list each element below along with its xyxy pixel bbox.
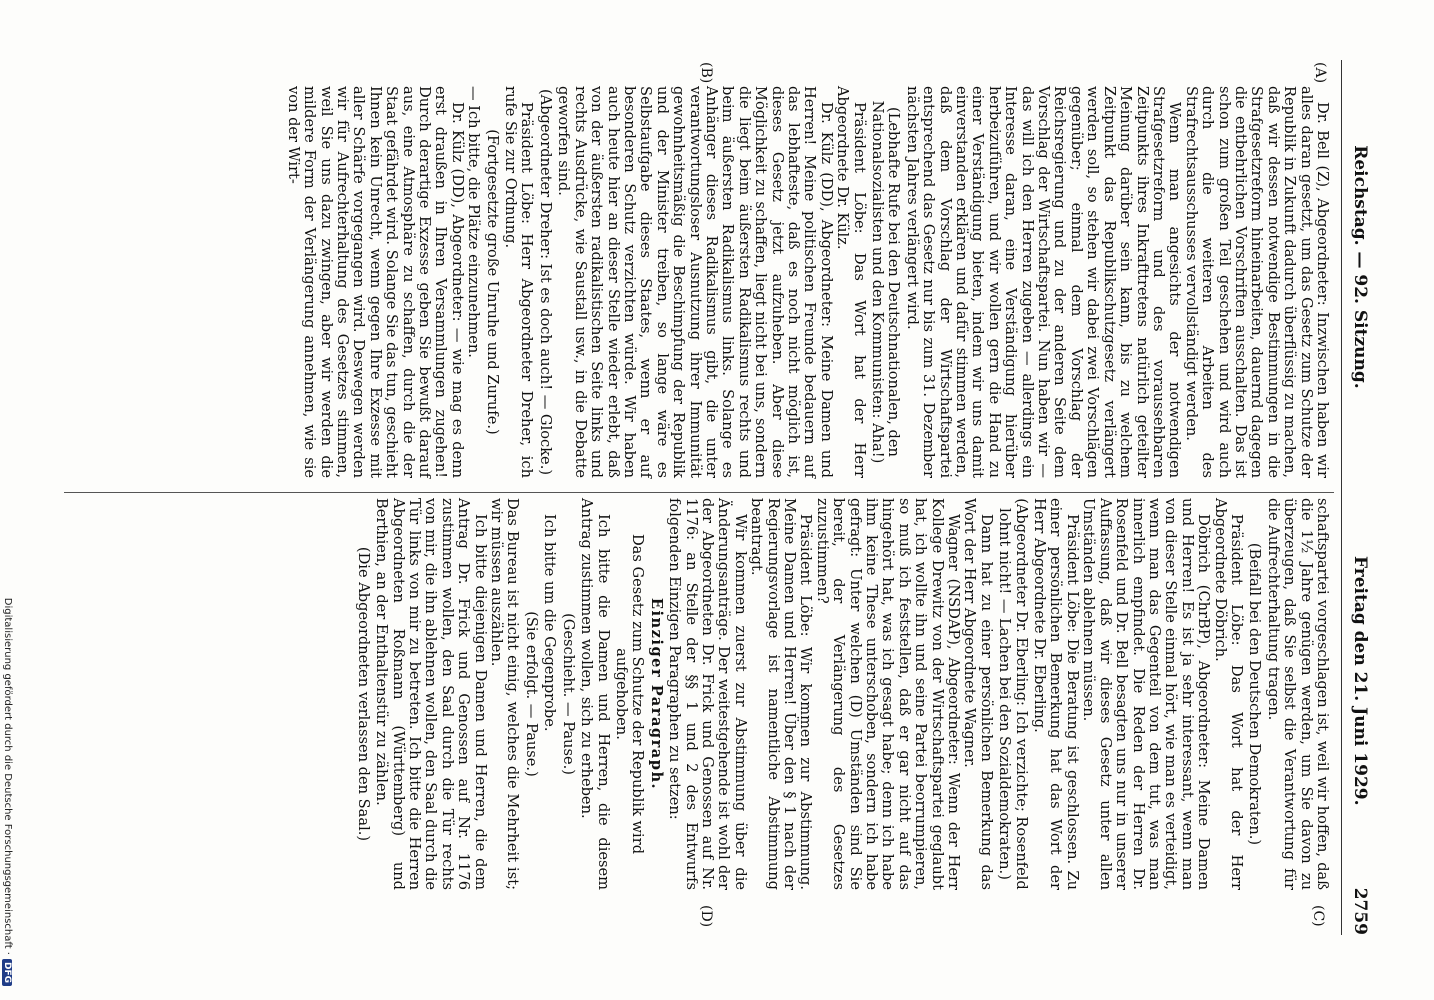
interjection-dreher: (Abgeordneter Dreher: Ist es doch auch! — Glocke.) [536,88,554,476]
president-stand-up: Ich bitte die Damen und Herren, die diesem Antrag zustimmen wollen, sich zu erheben. [578,498,612,890]
president-announcement-kuelz: Präsident Löbe: Das Wort hat der Herr Abgeordnete Dr. Külz. [834,86,868,478]
president-announcement-wagner: Dann hat zu einer persönlichen Bemerkung das Wort der Herr Abgeordnete Wagner. [961,498,995,890]
margin-mark-a: (A) [1312,62,1328,84]
margin-mark-c: (C) [1310,905,1326,927]
single-paragraph-heading: Einziger Paragraph. [647,597,665,791]
page-number: 2759 [1350,887,1370,936]
digitization-footer [2,0,13,1000]
interjection-pause-2: (Sie erfolgt. — Pause.) [522,611,540,777]
president-counter-test: Ich bitte um die Gegenprobe. [541,514,559,732]
paragraph-kuelz-3: schaftspartei vorgeschlagen ist, weil wir hoffen, daß die 1½ Jahre genügen werden, um Sie davon zu überzeugen, daß Sie selbst die Verantwortung für die Aufrechterhaltung tragen. [1264,498,1331,890]
interjection-aha: (Lebhafte Rufe bei den Deutschnationalen, den Nationalsozialisten und den Kommunisten: Aha!) [869,100,903,464]
interjection-leave-hall: (Die Abgeordneten verlassen den Saal.) [354,546,372,842]
right-column [352,498,1330,890]
paragraph-bell-1: Dr. Bell (Z), Abgeordneter: Inzwischen haben wir alles daran gesetzt, um das Gesetz zum Schutze der Republik in Zukunft dadurch überflüssig zu machen, daß wir dessen notwendige Bestimmungen in die Strafgesetzreform hineinarbeiten, dauernd dagegen die entbehrlichen Vorschriften ausschalten. Das ist schon zum großen Teil geschehen und wird auch durch die weiteren Arbeiten des Strafrechtsausschusses vervollständigt werden. [1182,86,1331,478]
president-closing: Präsident Löbe: Die Beratung ist geschlossen. Zu einer persönlichen Bemerkung hat das Wort der Herr Abgeordnete Dr. Eberling. [1031,498,1081,890]
left-column [284,86,1330,478]
president-announcement-doebrich: Präsident Löbe: Das Wort hat der Herr Abgeordnete Döbrich. [1211,498,1245,890]
paragraph-kuelz-2: Dr. Külz (DD), Abgeordneter: — wie mag es denn erst draußen in Ihren Versammlungen zugehen! Durch derartige Exzesse geben Sie bewußt darauf aus, eine Atmosphäre zu schaffen, durch die der Staat gefährdet wird. Solange Sie das tun, geschieht Ihnen kein Unrecht, wenn gegen Ihre Exzesse mit aller Schärfe vorgegangen wird. Deswegen werden wir für Aufrechterhaltung des Gesetzes stimmen, weil Sie uns dazu zwingen, aber wir werden die mildere Form der Verlängerung annehmen, wie sie von der Wirt- [284,86,466,478]
president-seats: — Ich bitte, die Plätze einzunehmen. [465,86,483,358]
interjection-applause: (Beifall bei den Deutschen Demokraten.) [1246,542,1264,846]
president-order-call: Präsident Löbe: Herr Abgeordneter Dreher, ich rufe Sie zur Ordnung. [502,86,536,478]
header-right: Freitag den 21. Juni 1929. [1350,556,1370,806]
margin-mark-b: (B) [698,62,714,84]
paragraph-bell-2: Wenn man angesichts der notwendigen Strafgesetzreform und des voraussehbaren Zeitpunkts ihres Inkrafttretens natürlich geteilter Meinung darüber sein kann, bis zu welchem Zeitpunkt das Republikschutzgesetz verlängert werden soll, so stehen wir dabei zwei Vorschlägen gegenüber; einmal dem Vorschlag der Reichsregierung und zu der anderen Seite dem Vorschlag der Wirtschaftspartei. Nun haben wir — das will ich den Herren zugeben — allerdings ein Interesse daran, eine Verständigung hierüber herbeizuführen, und wir wollen gern die Hand zu einer Verständigung bieten, indem wir uns damit einverstanden erklären und dafür stimmen werden, daß dem Vorschlag der Wirtschaftspartei entsprechend das Gesetz nur bis zum 31. Dezember nächsten Jahres verlängert wird. [903,86,1184,478]
president-vote: Präsident Löbe: Wir kommen zur Abstimmung. Meine Damen und Herren! Über den § 1 nach der Regierungsvorlage ist namentliche Abstimmung beantragt. [748,498,815,890]
president-count: Das Bureau ist nicht einig, welches die Mehrheit ist; wir müssen auszählen. [488,498,522,890]
paragraph-kuelz-1: Dr. Külz (DD), Abgeordneter: Meine Damen und Herren! Meine politischen Freunde bedauern auf das lebhafteste, daß es noch nicht möglich ist, dieses Gesetz jetzt aufzuheben. Aber diese Möglichkeit zu schaffen, liegt nicht bei uns, sondern die liegt beim äußersten Radikalismus rechts und beim äußersten Radikalismus links. Solange es Anhänger dieses Radikalismus gibt, die unter verantwortungsloser Ausnutzung ihrer Immunität gewohnheitsmäßig die Beschimpfung der Republik und der Minister treiben, so lange wäre es Selbstaufgabe dieses Staates, wenn er auf besonderen Schutz verzichten würde. Wir haben auch heute hier an dieser Stelle wieder erlebt, daß von der äußersten radikalistischen Seite links und rechts Ausdrücke, wie Saustall usw., in die Debatte geworfen sind. [555,86,835,478]
header-left: Reichstag. — 92. Sitzung. [1350,145,1370,389]
paragraph-amendments: Wir kommen zuerst zur Abstimmung über die Änderungsanträge. Der weitestgehende ist wohl der der Abgeordneten Dr. Frick und Genossen auf Nr. 1176: an Stelle der §§ 1 und 2 des Entwurfs folgenden Einzigen Paragraphen zu setzen: [666,498,749,890]
dfg-logo: DFG [2,959,12,986]
interjection-eberling: (Abgeordneter Dr. Eberling: Ich verzichte; Rosenfeld lohnt nicht! — Lachen bei den Sozialdemokraten.) [996,498,1030,890]
column-divider [64,492,1334,493]
president-doors: Ich bitte diejenigen Damen und Herren, die dem Antrag Dr. Frick und Genossen auf Nr. 1176 zustimmen wollen, den Saal durch die Tür rechts von mir, die ihn ablehnen wollen, den Saal durch die Tür links von mir zu betreten. Ich bitte die Herren Abgeordneten Roßmann (Württemberg) und Berthien, an der Enthaltenstür zu zählen. [373,498,489,890]
interjection-pause-1: (Geschieht. — Pause.) [559,613,577,775]
footer-text: Digitalisierung gefördert durch die Deutsche Forschungsgemeinschaft · [2,597,13,955]
margin-mark-d: (D) [698,905,714,928]
paragraph-wagner: Wagner (NSDAP), Abgeordneter: Wenn der Herr Kollege Drewitz von der Wirtschaftspartei geglaubt hat, ich wollte ihn und seine Partei beorrumpieren, so muß ich feststellen, daß er gar nicht auf das hingehört hat, was ich gesagt habe; denn ich habe ihm keine These unterschoben, sondern ich habe gefragt: Unter welchen (D) Umständen sind Sie bereit, der Verlängerung des Gesetzes zuzustimmen? [813,498,963,890]
running-header [1344,60,1370,935]
paragraph-doebrich: Döbrich (ChrBP), Abgeordneter: Meine Damen und Herren! Es ist ja sehr interessant, wenn man von dieser Stelle einmal hört, wie man es verteidigt, wenn man das Gegenteil von dem tut, was man innerlich empfindet. Die Reden der Herren Dr. Rosenfeld und Dr. Bell besagten uns nur in unserer Auffassung, daß wir dieses Gesetz unter allen Umständen ablehnen müssen. [1080,498,1213,890]
single-paragraph-text: Das Gesetz zum Schutze der Republik wird aufgehoben. [612,533,647,855]
interjection-unrest: (Fortgesetzte große Unruhe und Zurufe.) [483,129,501,435]
header-rule [1341,60,1342,935]
